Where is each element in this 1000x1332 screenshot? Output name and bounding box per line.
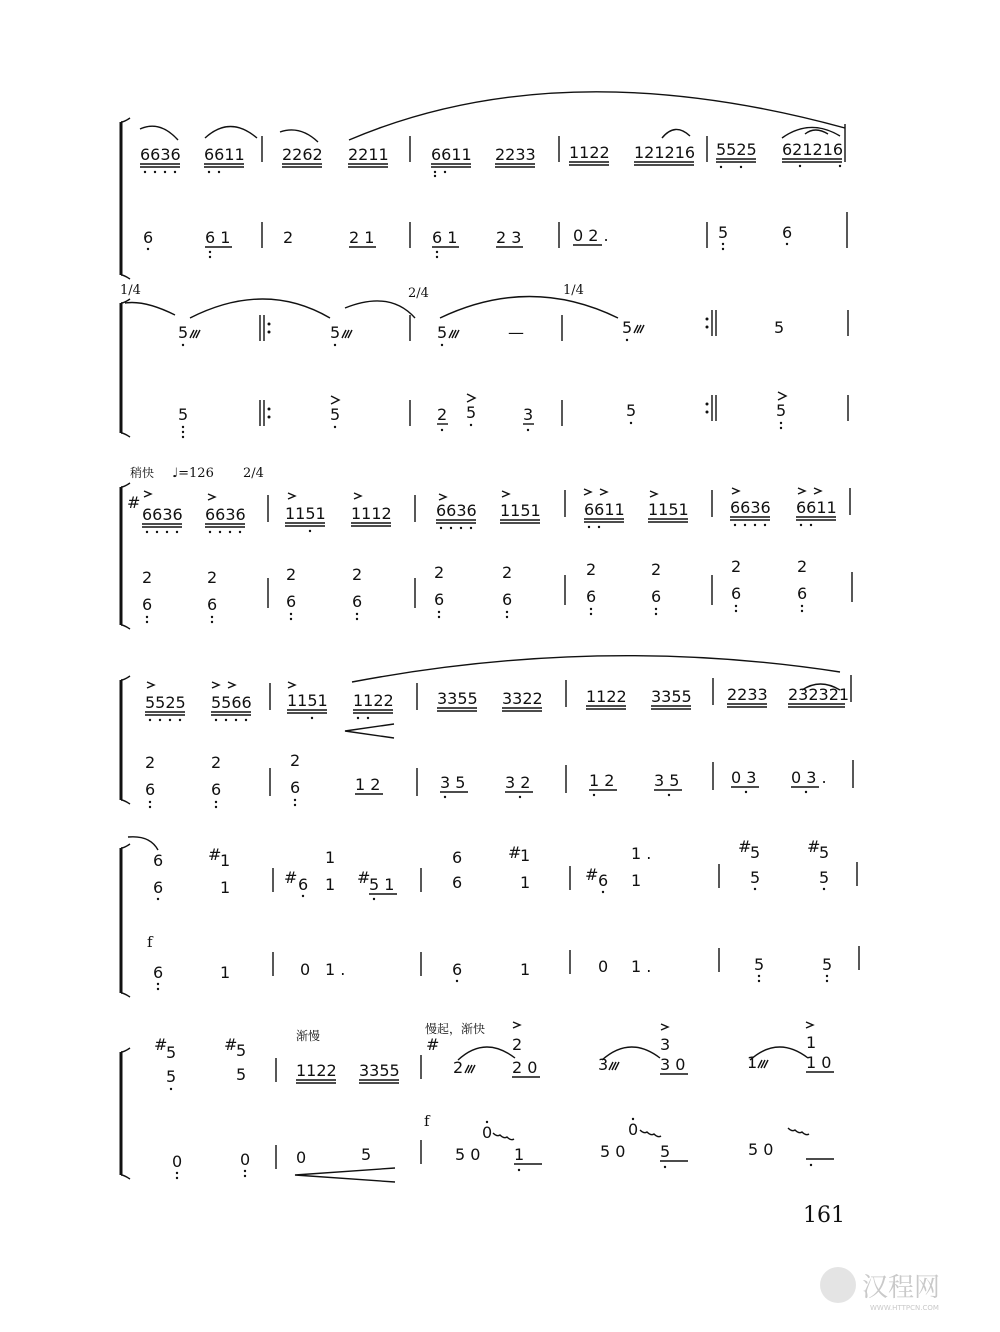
note-group: 5: [718, 223, 729, 242]
note: 5: [330, 405, 341, 424]
watermark-url: WWW.HTTPCN.COM: [870, 1304, 939, 1312]
note: 5: [236, 1041, 247, 1060]
note: 5: [750, 843, 761, 862]
note: 6: [651, 587, 662, 606]
rest: 0: [296, 1148, 307, 1167]
note-group: 5525: [716, 140, 757, 159]
sharp-sign: #: [807, 837, 821, 856]
tempo-text: 稍快: [130, 466, 155, 480]
note-group: 1122: [586, 687, 627, 706]
note: 1 .: [631, 844, 652, 863]
note-group: 3322: [502, 689, 543, 708]
note: 6: [153, 851, 164, 870]
note: 2: [502, 563, 513, 582]
note: 5: [822, 955, 833, 974]
note: 2: [437, 405, 448, 424]
note: 0: [482, 1123, 493, 1142]
note: 1: [325, 875, 336, 894]
note: 0: [240, 1150, 251, 1169]
note-group: 3 0: [660, 1055, 686, 1074]
note-group: 2: [283, 228, 294, 247]
note: 3: [660, 1035, 671, 1054]
note: 6: [352, 592, 363, 611]
note: 2: [211, 753, 222, 772]
sharp-sign: #: [738, 837, 752, 856]
note: 6: [145, 780, 156, 799]
note: 5: [774, 318, 785, 337]
note-group: 1 2: [355, 775, 381, 794]
note-group: 1 .: [325, 960, 346, 979]
note: 6: [153, 878, 164, 897]
note-group: 0 3 .: [791, 768, 827, 787]
note-group: 1 .: [631, 957, 652, 976]
note: 2: [453, 1058, 464, 1077]
rest: 5: [361, 1145, 372, 1164]
note: 1: [220, 878, 231, 897]
note: 5: [166, 1043, 177, 1062]
note-group: 6: [782, 223, 793, 242]
note-group: 6636: [205, 505, 246, 524]
system-3: [121, 465, 852, 629]
note-group: 5525: [145, 693, 186, 712]
sharp-sign: #: [208, 845, 222, 864]
note: 1: [520, 960, 531, 979]
note: 1: [747, 1053, 758, 1072]
tempo-text: 慢起，渐快: [425, 1022, 486, 1036]
note-group: 2 3: [496, 228, 522, 247]
note-group: 0 3: [731, 768, 757, 787]
note: 5: [330, 323, 341, 342]
note-group: 3355: [651, 687, 692, 706]
note-group: 6636: [730, 498, 771, 517]
note: 2: [731, 557, 742, 576]
tempo-mark: ♩=126: [172, 466, 214, 481]
dynamic-mark: f: [424, 1112, 430, 1130]
note-group: 6611: [796, 498, 837, 517]
note-group: 1151: [500, 501, 541, 520]
meter-mark: 1/4: [563, 283, 584, 298]
note-group: 3 2: [505, 773, 531, 792]
watermark-logo: [820, 1267, 940, 1312]
note: 5: [819, 868, 830, 887]
note-group: 2262: [282, 145, 323, 164]
note-group: 1: [514, 1145, 525, 1164]
note-group: 2233: [727, 685, 768, 704]
note: 5: [166, 1067, 177, 1086]
note-group: 3 5: [654, 771, 680, 790]
note: 5: [819, 843, 830, 862]
note: 1: [220, 963, 231, 982]
note-group: 1122: [296, 1061, 337, 1080]
note-group: 6611: [584, 500, 625, 519]
note-group: 1112: [351, 504, 392, 523]
note-group: 1 0: [806, 1053, 832, 1072]
note: 2: [145, 753, 156, 772]
system-5: [121, 837, 859, 997]
note: 5: [626, 401, 637, 420]
note: 2: [586, 560, 597, 579]
meter-mark: 2/4: [408, 286, 429, 301]
note: 6: [286, 592, 297, 611]
meter-mark: 1/4: [120, 283, 141, 298]
note-group: 121216: [634, 143, 696, 162]
sharp-sign: #: [508, 843, 522, 862]
sharp-sign: #: [585, 865, 599, 884]
note: 0: [300, 960, 311, 979]
note-group: 1151: [648, 500, 689, 519]
note: 6: [298, 875, 309, 894]
sharp-sign: #: [284, 868, 298, 887]
note: 2: [512, 1035, 523, 1054]
note-group: 0 2 .: [573, 226, 609, 245]
rest: 5 0: [455, 1145, 481, 1164]
system-1: [121, 92, 847, 279]
note-group: 1122: [353, 691, 394, 710]
note: 1: [325, 848, 336, 867]
sharp-sign: #: [426, 1035, 440, 1054]
note-group: 6 1: [432, 228, 458, 247]
note: 5: [178, 405, 189, 424]
sharp-sign: #: [224, 1035, 238, 1054]
rest: 5 0: [600, 1142, 626, 1161]
note: 6: [502, 590, 513, 609]
note: 1: [520, 846, 531, 865]
tempo-text: 渐慢: [296, 1029, 321, 1043]
note-group: 3355: [359, 1061, 400, 1080]
note-group: 6636: [436, 501, 477, 520]
note-group: 621216: [782, 140, 844, 159]
note: 6: [207, 595, 218, 614]
note-group: 2211: [348, 145, 389, 164]
note: 2: [651, 560, 662, 579]
note: 2: [207, 568, 218, 587]
note: 6: [452, 848, 463, 867]
note-group: 6636: [142, 505, 183, 524]
note-group: 6: [143, 228, 154, 247]
page-number: 161: [803, 1203, 845, 1228]
note: 5: [776, 401, 787, 420]
dynamic-mark: f: [147, 933, 153, 951]
note: 2: [434, 563, 445, 582]
note-group: 5: [660, 1142, 671, 1161]
note: 3: [523, 405, 534, 424]
note-group: 2 0: [512, 1058, 538, 1077]
note-group: 6611: [204, 145, 245, 164]
system-2: [120, 283, 848, 438]
note: 6: [797, 584, 808, 603]
note: 6: [452, 873, 463, 892]
sharp-sign: #: [154, 1035, 168, 1054]
system-6: [121, 1021, 834, 1182]
note: 6: [290, 778, 301, 797]
note-group: 232321: [788, 685, 850, 704]
note: 5: [437, 323, 448, 342]
sharp-sign: #: [127, 493, 141, 512]
rest-dash: —: [508, 323, 524, 342]
note-group: 3355: [437, 689, 478, 708]
note-group: 2233: [495, 145, 536, 164]
system-4: [121, 656, 853, 808]
note-group: 1: [631, 871, 642, 890]
note-group: 1122: [569, 143, 610, 162]
note: 6: [142, 595, 153, 614]
note: 6: [153, 963, 164, 982]
lower-chords: [142, 557, 807, 614]
note: 6: [211, 780, 222, 799]
note: 3: [598, 1055, 609, 1074]
note: 1: [806, 1033, 817, 1052]
sharp-sign: #: [357, 868, 371, 887]
note: 6: [598, 871, 609, 890]
note: 2: [142, 568, 153, 587]
note: 1: [220, 851, 231, 870]
note: 6: [586, 587, 597, 606]
note: 6: [731, 584, 742, 603]
note: 2: [352, 565, 363, 584]
note: 0: [598, 957, 609, 976]
note: 5: [750, 868, 761, 887]
note-group: 5566: [211, 693, 252, 712]
note-group: 1151: [285, 504, 326, 523]
note: 2: [290, 751, 301, 770]
note: 6: [434, 590, 445, 609]
note-group: 3 5: [440, 773, 466, 792]
note-group: 6 1: [205, 228, 231, 247]
note-group: 1 2: [589, 771, 615, 790]
note: 2: [797, 557, 808, 576]
note: 5: [236, 1065, 247, 1084]
meter-mark: 2/4: [243, 466, 264, 481]
note: 0: [628, 1120, 639, 1139]
note-group: 2 1: [349, 228, 375, 247]
rest: 5 0: [748, 1140, 774, 1159]
note: 5: [754, 955, 765, 974]
note: 5: [466, 403, 477, 422]
note: 1: [520, 873, 531, 892]
note: 0: [172, 1152, 183, 1171]
note-group: 5 1: [369, 875, 395, 894]
note-group: 6611: [431, 145, 472, 164]
note: 6: [452, 960, 463, 979]
note: 5: [178, 323, 189, 342]
note: 5: [622, 318, 633, 337]
note: 2: [286, 565, 297, 584]
note-group: 1151: [287, 691, 328, 710]
watermark-text: 汉程网: [862, 1273, 941, 1303]
note-group: 6636: [140, 145, 181, 164]
